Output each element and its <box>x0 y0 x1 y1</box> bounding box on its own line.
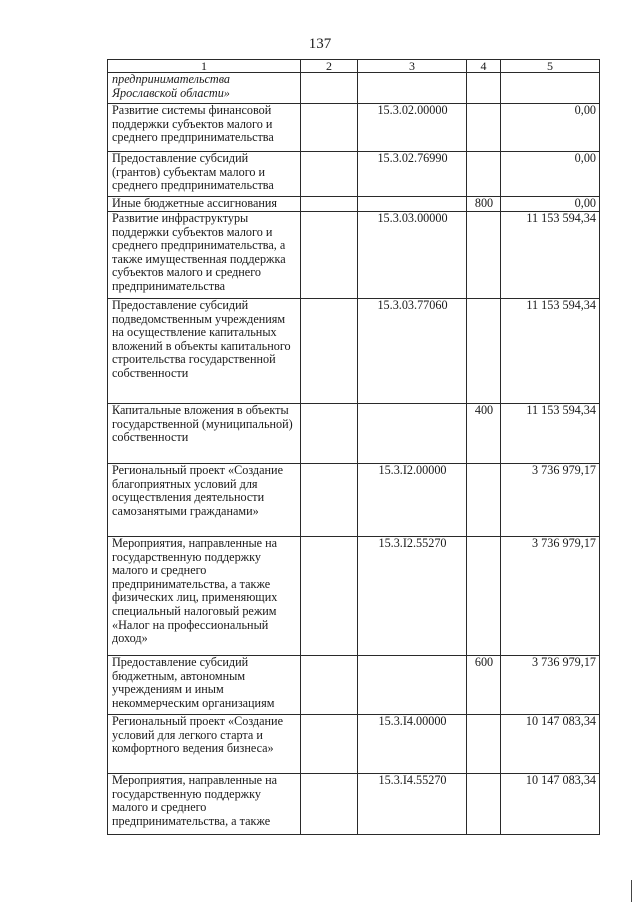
row-col-2 <box>301 464 358 537</box>
row-col-2 <box>301 537 358 656</box>
row-amount <box>501 73 600 104</box>
row-code <box>358 404 467 464</box>
table-row <box>108 656 600 715</box>
table-header <box>108 60 600 73</box>
header-row <box>108 60 600 73</box>
row-col-2 <box>301 299 358 404</box>
row-col-2 <box>301 715 358 774</box>
row-name: Развитие системы финансовой поддержки субъектов малого и среднего предпринимательства <box>108 104 301 152</box>
row-col-2 <box>301 404 358 464</box>
row-code <box>358 656 467 715</box>
row-name: Капитальные вложения в объекты государственной (муниципальной) собственности <box>108 404 301 464</box>
row-name: Мероприятия, направленные на государственную поддержку малого и среднего предпринимательства, а также <box>108 774 301 835</box>
row-name: Региональный проект «Создание условий для легкого старта и комфортного ведения бизнеса» <box>108 715 301 774</box>
row-expense-type <box>467 537 501 656</box>
row-expense-type: 600 <box>467 656 501 715</box>
row-name: Региональный проект «Создание благоприятных условий для осуществления деятельности самозанятыми гражданами» <box>108 464 301 537</box>
row-code: 15.3.03.00000 <box>358 212 467 299</box>
row-expense-type <box>467 73 501 104</box>
row-col-2 <box>301 197 358 212</box>
row-name: Развитие инфраструктуры поддержки субъектов малого и среднего предпринимательства, а также имущественная поддержка субъектов малого и среднего предпринимательства <box>108 212 301 299</box>
table-row <box>108 152 600 197</box>
row-col-2 <box>301 73 358 104</box>
row-code: 15.3.I4.00000 <box>358 715 467 774</box>
row-col-2 <box>301 212 358 299</box>
table-row <box>108 404 600 464</box>
header-col-3: 3 <box>358 60 467 73</box>
table-row <box>108 104 600 152</box>
row-code <box>358 73 467 104</box>
row-expense-type: 800 <box>467 197 501 212</box>
row-code: 15.3.03.77060 <box>358 299 467 404</box>
row-amount: 3 736 979,17 <box>501 656 600 715</box>
table-row <box>108 537 600 656</box>
row-code: 15.3.I2.00000 <box>358 464 467 537</box>
row-name: Предоставление субсидий бюджетным, автономным учреждениям и иным некоммерческим организациям <box>108 656 301 715</box>
row-amount: 10 147 083,34 <box>501 715 600 774</box>
row-name: Иные бюджетные ассигнования <box>108 197 301 212</box>
table-row <box>108 197 600 212</box>
row-expense-type <box>467 774 501 835</box>
header-col-1: 1 <box>108 60 301 73</box>
row-amount: 0,00 <box>501 152 600 197</box>
row-code <box>358 197 467 212</box>
row-amount: 11 153 594,34 <box>501 404 600 464</box>
row-expense-type: 400 <box>467 404 501 464</box>
row-expense-type <box>467 152 501 197</box>
row-expense-type <box>467 299 501 404</box>
header-col-5: 5 <box>501 60 600 73</box>
row-name: предпринимательства Ярославской области» <box>108 73 301 104</box>
row-code: 15.3.I4.55270 <box>358 774 467 835</box>
row-amount: 3 736 979,17 <box>501 537 600 656</box>
table-row <box>108 464 600 537</box>
table-row <box>108 774 600 835</box>
table-body <box>108 73 600 835</box>
row-amount: 10 147 083,34 <box>501 774 600 835</box>
table-row <box>108 73 600 104</box>
row-expense-type <box>467 715 501 774</box>
row-name: Предоставление субсидий подведомственным учреждениям на осуществление капитальных вложений в объекты капитального строительства государственной собственности <box>108 299 301 404</box>
row-code: 15.3.I2.55270 <box>358 537 467 656</box>
row-expense-type <box>467 104 501 152</box>
header-col-2: 2 <box>301 60 358 73</box>
row-name: Мероприятия, направленные на государственную поддержку малого и среднего предпринимательства, а также физических лиц, применяющих специальный налоговый режим «Налог на профессиональный доход» <box>108 537 301 656</box>
header-col-4: 4 <box>467 60 501 73</box>
row-amount: 0,00 <box>501 197 600 212</box>
row-code: 15.3.02.76990 <box>358 152 467 197</box>
row-col-2 <box>301 104 358 152</box>
table-row <box>108 299 600 404</box>
scan-edge-mark <box>631 880 632 902</box>
row-amount: 3 736 979,17 <box>501 464 600 537</box>
table-row <box>108 715 600 774</box>
row-amount: 0,00 <box>501 104 600 152</box>
row-amount: 11 153 594,34 <box>501 299 600 404</box>
row-col-2 <box>301 656 358 715</box>
row-col-2 <box>301 774 358 835</box>
table-row <box>108 212 600 299</box>
page-number: 137 <box>308 36 332 52</box>
row-code: 15.3.02.00000 <box>358 104 467 152</box>
budget-table <box>107 59 600 835</box>
row-name: Предоставление субсидий (грантов) субъектам малого и среднего предпринимательства <box>108 152 301 197</box>
row-expense-type <box>467 464 501 537</box>
row-expense-type <box>467 212 501 299</box>
row-col-2 <box>301 152 358 197</box>
row-amount: 11 153 594,34 <box>501 212 600 299</box>
